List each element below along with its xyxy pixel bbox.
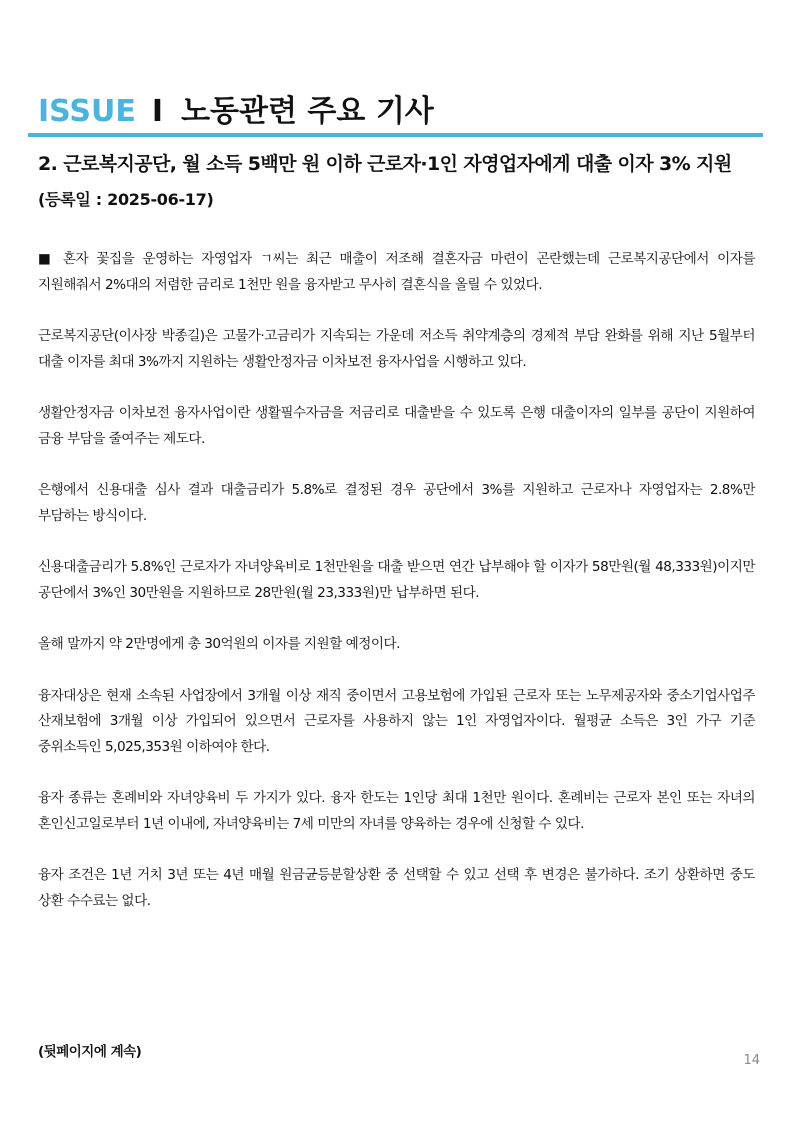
paragraph: ■ 혼자 꽃집을 운영하는 자영업자 ㄱ씨는 최근 매출이 저조해 결혼자금 마련이 곤란했는데 근로복지공단에서 이자를 지원해줘서 2%대의 저렴한 금리로 1천만 원을 융자받고 무사히 결혼식을 올릴 수 있었다. xyxy=(38,251,755,293)
continue-note: (뒷페이지에 계속) xyxy=(38,1044,142,1060)
paragraph: 융자 종류는 혼례비와 자녀양육비 두 가지가 있다. 융자 한도는 1인당 최대 1천만 원이다. 혼례비는 근로자 본인 또는 자녀의 혼인신고일로부터 1년 이내에, 자녀양육비는 7세 미만의 자녀를 양육하는 경우에 신청할 수 있다. xyxy=(38,790,755,832)
header-divider xyxy=(28,133,763,137)
article-body xyxy=(38,247,755,940)
paragraph: 융자 조건은 1년 거치 3년 또는 4년 매월 원금균등분할상환 중 선택할 수 있고 선택 후 변경은 불가하다. 조기 상환하면 중도 상환 수수료는 없다. xyxy=(38,867,755,909)
page-number: 14 xyxy=(743,1053,760,1068)
section-title: 노동관련 주요 기사 xyxy=(181,94,434,129)
registration-date: (등록일 : 2025-06-17) xyxy=(38,190,214,209)
paragraph: 근로복지공단(이사장 박종길)은 고물가·고금리가 지속되는 가운데 저소득 취약계층의 경제적 부담 완화를 위해 지난 5월부터 대출 이자를 최대 3%까지 지원하는 생활안정자금 이차보전 융자사업을 시행하고 있다. xyxy=(38,328,755,370)
paragraph: 융자대상은 현재 소속된 사업장에서 3개월 이상 재직 중이면서 고용보험에 가입된 근로자 또는 노무제공자와 중소기업사업주 산재보험에 3개월 이상 가입되어 있으면서 근로자를 사용하지 않는 1인 자영업자이다. 월평균 소득은 3인 가구 기준 중위소득인 5,025,353원 이하여야 한다. xyxy=(38,687,755,755)
paragraph: 생활안정자금 이차보전 융자사업이란 생활필수자금을 저금리로 대출받을 수 있도록 은행 대출이자의 일부를 공단이 지원하여 금융 부담을 줄여주는 제도다. xyxy=(38,405,755,447)
paragraph: 신용대출금리가 5.8%인 근로자가 자녀양육비로 1천만원을 대출 받으면 연간 납부해야 할 이자가 58만원(월 48,333원)이지만 공단에서 3%인 30만원을 지원하므로 28만원(월 23,333원)만 납부하면 된다. xyxy=(38,559,755,601)
header-separator: I xyxy=(151,94,164,129)
issue-label: ISSUE xyxy=(38,94,136,129)
section-header xyxy=(38,86,764,130)
paragraph: 올해 말까지 약 2만명에게 총 30억원의 이자를 지원할 예정이다. xyxy=(38,636,400,652)
article-headline: 2. 근로복지공단, 월 소득 5백만 원 이하 근로자·1인 자영업자에게 대출 이자 3% 지원 xyxy=(38,153,732,175)
paragraph: 은행에서 신용대출 심사 결과 대출금리가 5.8%로 결정된 경우 공단에서 3%를 지원하고 근로자나 자영업자는 2.8%만 부담하는 방식이다. xyxy=(38,482,755,524)
article-title xyxy=(38,147,763,217)
